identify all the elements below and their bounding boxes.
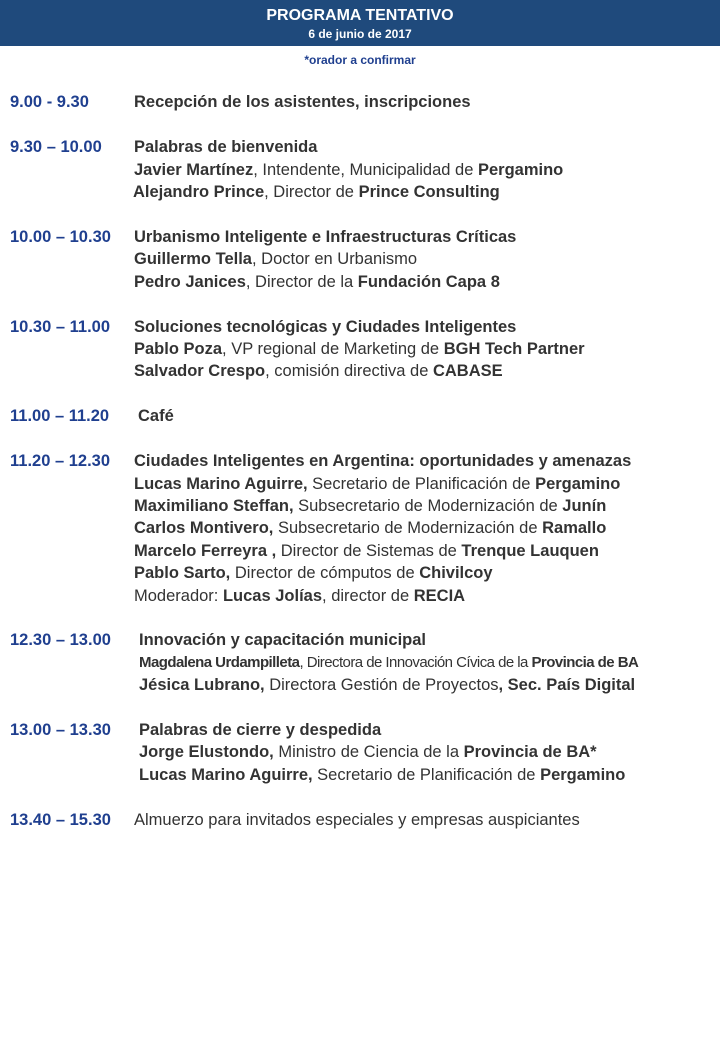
speaker-role: Subsecretario de Modernización de xyxy=(293,497,563,515)
speaker-line xyxy=(134,272,500,292)
speaker-org: Junín xyxy=(562,497,607,515)
session-title: Palabras de cierre y despedida xyxy=(139,721,382,739)
session-title: Innovación y capacitación municipal xyxy=(139,631,426,649)
speaker-line xyxy=(134,496,606,516)
speaker-name: Lucas Jolías xyxy=(222,587,323,605)
speaker-name: Maximiliano Steffan, xyxy=(134,497,294,515)
speaker-role: Ministro de Ciencia de la xyxy=(273,743,464,761)
speaker-name: Jorge Elustondo, xyxy=(139,743,274,761)
time-slot: 11.20 – 12.30 xyxy=(10,452,111,470)
session-title: Soluciones tecnológicas y Ciudades Inteligentes xyxy=(134,318,517,336)
speaker-name: Alejandro Prince xyxy=(133,183,265,201)
time-slot: 9.30 – 10.00 xyxy=(10,138,102,156)
speaker-org: Pergamino xyxy=(477,161,564,179)
speaker-org: Provincia de BA* xyxy=(463,743,597,761)
speaker-role: Subsecretario de Modernización de xyxy=(273,519,543,537)
speaker-org: Provincia de BA xyxy=(531,654,639,671)
speaker-line xyxy=(134,563,493,583)
speaker-org: Fundación Capa 8 xyxy=(357,273,500,291)
speaker-role: Secretario de Planificación de xyxy=(307,475,536,493)
speaker-org: RECIA xyxy=(413,587,466,605)
speaker-role: , Director de la xyxy=(245,273,358,291)
speaker-note: *orador a confirmar xyxy=(304,53,416,67)
speaker-role: , Doctor en Urbanismo xyxy=(251,250,418,268)
speaker-name: Salvador Crespo xyxy=(134,362,266,380)
speaker-role: , Director de xyxy=(264,183,359,201)
speaker-role: , VP regional de Marketing de xyxy=(222,340,444,358)
speaker-org: CABASE xyxy=(432,362,503,380)
speaker-line xyxy=(134,249,417,269)
time-slot: 11.00 – 11.20 xyxy=(10,407,110,425)
session-title: Café xyxy=(138,407,174,425)
session-title: Almuerzo para invitados especiales y empresas auspiciantes xyxy=(134,811,580,829)
moderator-prefix: Moderador: xyxy=(134,587,223,605)
speaker-name: Marcelo Ferreyra , xyxy=(134,542,277,560)
speaker-org: Chivilcoy xyxy=(419,564,493,582)
moderator-line xyxy=(134,586,465,606)
speaker-line xyxy=(134,361,503,381)
speaker-line xyxy=(134,541,599,561)
speaker-name: Jésica Lubrano, xyxy=(139,676,265,694)
speaker-name: Pablo Poza xyxy=(134,340,223,358)
speaker-org: Pergamino xyxy=(540,766,626,784)
time-slot: 10.30 – 11.00 xyxy=(10,318,111,336)
speaker-line xyxy=(139,653,638,673)
session-title: Urbanismo Inteligente e Infraestructuras Críticas xyxy=(134,228,517,246)
time-slot: 13.00 – 13.30 xyxy=(10,721,111,739)
speaker-role: Directora Gestión de Proyectos xyxy=(264,676,499,694)
speaker-role: Director de cómputos de xyxy=(230,564,420,582)
speaker-role: , Directora de Innovación Cívica de la xyxy=(299,654,532,671)
document-title: PROGRAMA TENTATIVO xyxy=(266,7,454,24)
speaker-line xyxy=(139,675,635,695)
speaker-role: Director de Sistemas de xyxy=(276,542,462,560)
speaker-line xyxy=(139,742,597,762)
speaker-org: Prince Consulting xyxy=(358,183,500,201)
speaker-org: Ramallo xyxy=(542,519,607,537)
speaker-name: Lucas Marino Aguirre, xyxy=(139,766,313,784)
session-title: Recepción de los asistentes, inscripciones xyxy=(134,93,471,111)
document-date: 6 de junio de 2017 xyxy=(308,27,412,41)
speaker-name: Magdalena Urdampilleta xyxy=(139,654,300,671)
speaker-name: Carlos Montivero, xyxy=(134,519,274,537)
time-slot: 13.40 – 15.30 xyxy=(10,811,111,829)
speaker-role: Secretario de Planificación de xyxy=(312,766,541,784)
header-banner xyxy=(0,0,720,46)
speaker-line xyxy=(139,765,625,785)
session-title: Ciudades Inteligentes en Argentina: oportunidades y amenazas xyxy=(134,452,632,470)
speaker-line xyxy=(134,518,606,538)
speaker-org: Pergamino xyxy=(535,475,621,493)
speaker-org: , Sec. País Digital xyxy=(498,676,636,694)
time-slot: 12.30 – 13.00 xyxy=(10,631,111,649)
speaker-line xyxy=(134,339,585,359)
speaker-line xyxy=(134,474,620,494)
speaker-name: Lucas Marino Aguirre, xyxy=(134,475,308,493)
speaker-org: Trenque Lauquen xyxy=(461,542,599,560)
speaker-role: , director de xyxy=(322,587,414,605)
session-title: Palabras de bienvenida xyxy=(134,138,318,156)
time-slot: 9.00 - 9.30 xyxy=(10,93,89,111)
speaker-name: Pablo Sarto, xyxy=(134,564,231,582)
speaker-role: , Intendente, Municipalidad de xyxy=(253,161,478,179)
speaker-role: , comisión directiva de xyxy=(265,362,433,380)
speaker-name: Guillermo Tella xyxy=(134,250,252,268)
time-slot: 10.00 – 10.30 xyxy=(10,228,111,246)
speaker-org: BGH Tech Partner xyxy=(443,340,585,358)
speaker-name: Javier Martínez xyxy=(134,161,254,179)
speaker-name: Pedro Janices xyxy=(134,273,246,291)
speaker-line xyxy=(133,182,500,202)
speaker-line xyxy=(134,160,563,180)
